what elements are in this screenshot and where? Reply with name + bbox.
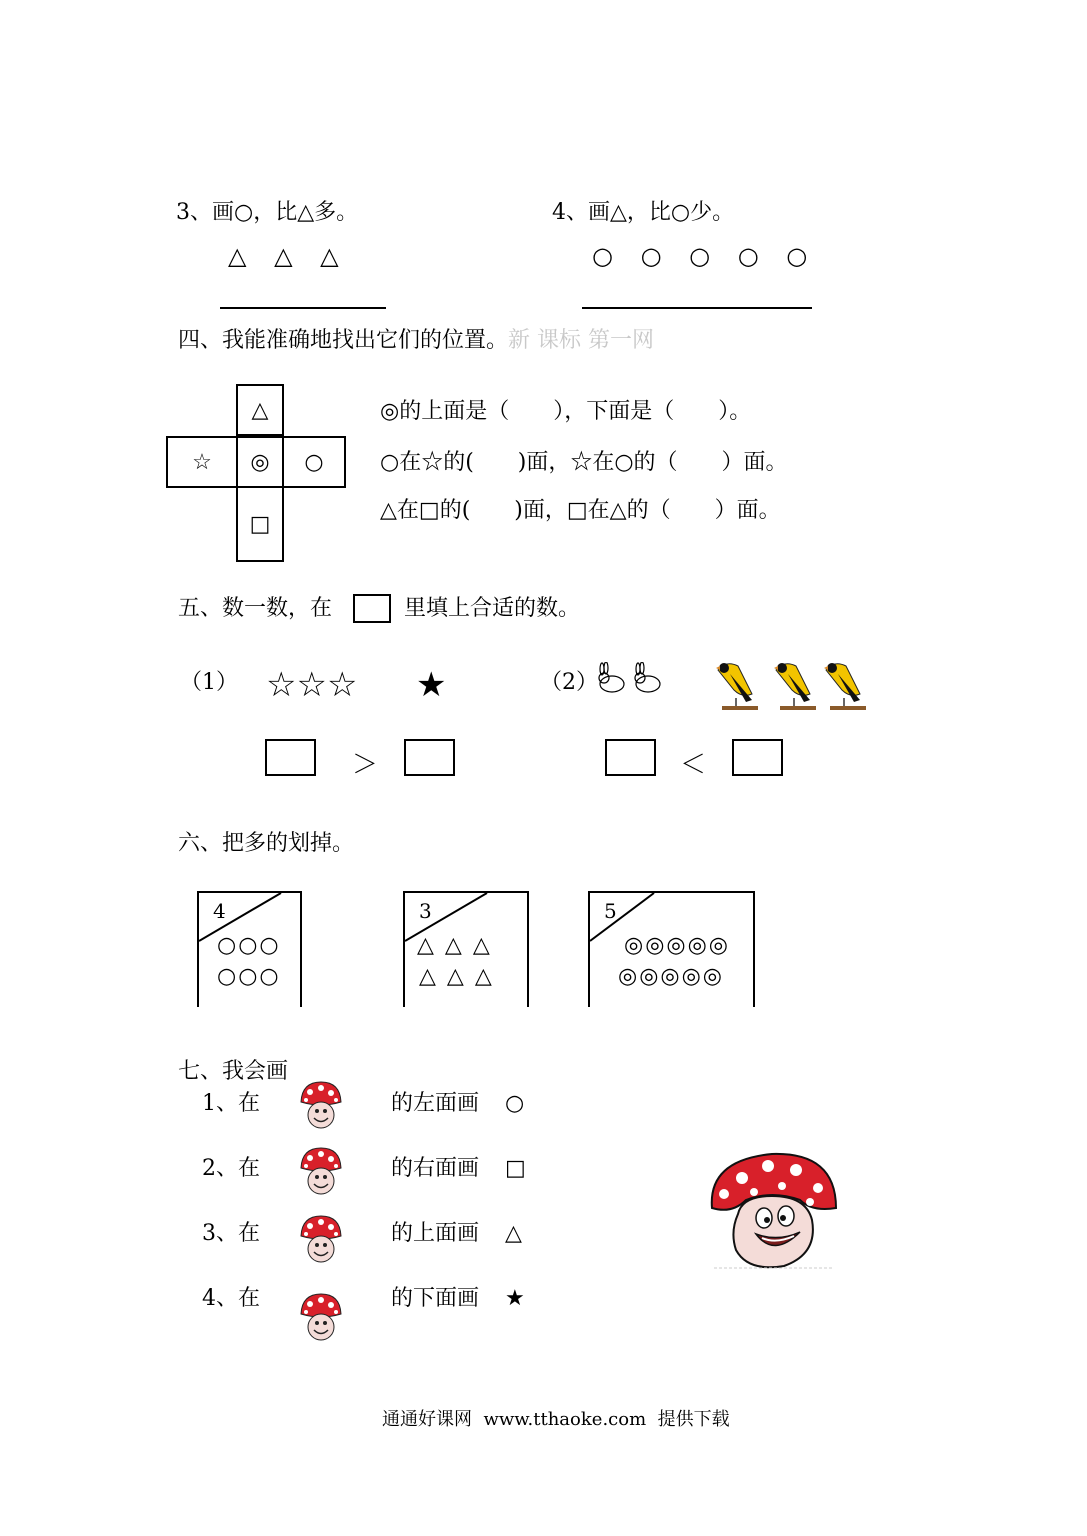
- draw-item-4-suffix: 的下面画: [391, 1286, 480, 1311]
- grid-bottom-square: □: [236, 486, 284, 562]
- answer-box-4[interactable]: [732, 739, 783, 776]
- position-question-2: ○在☆的( )面，☆在○的（ ）面。: [380, 450, 788, 475]
- draw-item-4-prefix: 4、在: [202, 1286, 260, 1311]
- draw-item-3-suffix: 的上面画: [391, 1221, 480, 1246]
- q4-circles: ○ ○ ○ ○ ○: [592, 242, 818, 270]
- q4-prompt: 4、画△，比○少。: [552, 200, 735, 225]
- draw-item-4-shape: ★: [505, 1286, 525, 1311]
- birds-image: [710, 656, 872, 718]
- large-mushroom-image: [708, 1150, 840, 1274]
- grid-center-double-circle: ◎: [236, 436, 284, 488]
- rabbits-image: [596, 662, 674, 698]
- answer-box-3[interactable]: [605, 739, 656, 776]
- section4-heading: [178, 330, 654, 352]
- draw-item-1-suffix: 的左面画: [391, 1091, 480, 1116]
- less-than-sign: ＜: [680, 750, 707, 780]
- draw-item-2-shape: □: [505, 1156, 526, 1181]
- heading-sample-box: [353, 594, 391, 623]
- frame-row-3a: ◎◎◎◎◎: [624, 933, 730, 958]
- part2-label: （2）: [540, 670, 598, 695]
- draw-item-2-prefix: 2、在: [202, 1156, 260, 1181]
- answer-box-2[interactable]: [404, 739, 455, 776]
- frame-row-2a: △ △ △: [417, 933, 492, 958]
- position-question-3: △在□的( )面，□在△的（ ）面。: [380, 498, 781, 523]
- q3-triangles: △ △ △: [228, 242, 349, 270]
- grid-left-star: ☆: [166, 436, 238, 488]
- watermark-text: 新 课标 第一网: [508, 328, 655, 353]
- part1-label: （1）: [180, 670, 238, 695]
- answer-box-1[interactable]: [265, 739, 316, 776]
- frame-count-2: 3: [419, 899, 432, 923]
- frame-row-1b: ○○○: [217, 964, 281, 989]
- q4-answer-line[interactable]: [582, 307, 812, 309]
- draw-item-2-suffix: 的右面画: [391, 1156, 480, 1181]
- grid-top-triangle: △: [236, 384, 284, 436]
- section4-heading-text: 四、我能准确地找出它们的位置。: [178, 328, 509, 353]
- frame-triangles[interactable]: [403, 891, 529, 1007]
- section5-heading-end: 里填上合适的数。: [404, 596, 581, 621]
- draw-item-1-shape: ○: [505, 1091, 525, 1116]
- frame-circles[interactable]: [197, 891, 302, 1007]
- white-stars: ☆☆☆: [266, 665, 358, 705]
- section7-heading: 七、我会画: [178, 1059, 289, 1084]
- draw-item-3-shape: △: [505, 1221, 522, 1246]
- q3-prompt: 3、画○，比△多。: [176, 200, 359, 225]
- mushroom-icon-1: [298, 1080, 344, 1130]
- section5-heading-start: 五、数一数，在: [178, 596, 333, 621]
- grid-right-circle: ○: [282, 436, 346, 488]
- frame-row-2b: △ △ △: [419, 964, 494, 989]
- section6-heading: 六、把多的划掉。: [178, 831, 355, 856]
- q3-answer-line[interactable]: [220, 307, 386, 309]
- frame-count-3: 5: [604, 899, 617, 923]
- frame-row-3b: ◎◎◎◎◎: [618, 964, 724, 989]
- frame-count-1: 4: [213, 899, 226, 923]
- position-question-1: ◎的上面是（ ），下面是（ ）。: [380, 399, 752, 424]
- greater-than-sign: ＞: [352, 750, 379, 780]
- black-star-icon: ★: [416, 665, 447, 705]
- mushroom-icon-2: [298, 1146, 344, 1196]
- mushroom-icon-3: [298, 1214, 344, 1264]
- mushroom-icon-4: [298, 1292, 344, 1342]
- footer-credit: 通通好课网 www.tthaoke.com 提供下载: [382, 1409, 730, 1430]
- frame-row-1a: ○○○: [217, 933, 281, 958]
- draw-item-1-prefix: 1、在: [202, 1091, 260, 1116]
- draw-item-3-prefix: 3、在: [202, 1221, 260, 1246]
- frame-double-circles[interactable]: [588, 891, 755, 1007]
